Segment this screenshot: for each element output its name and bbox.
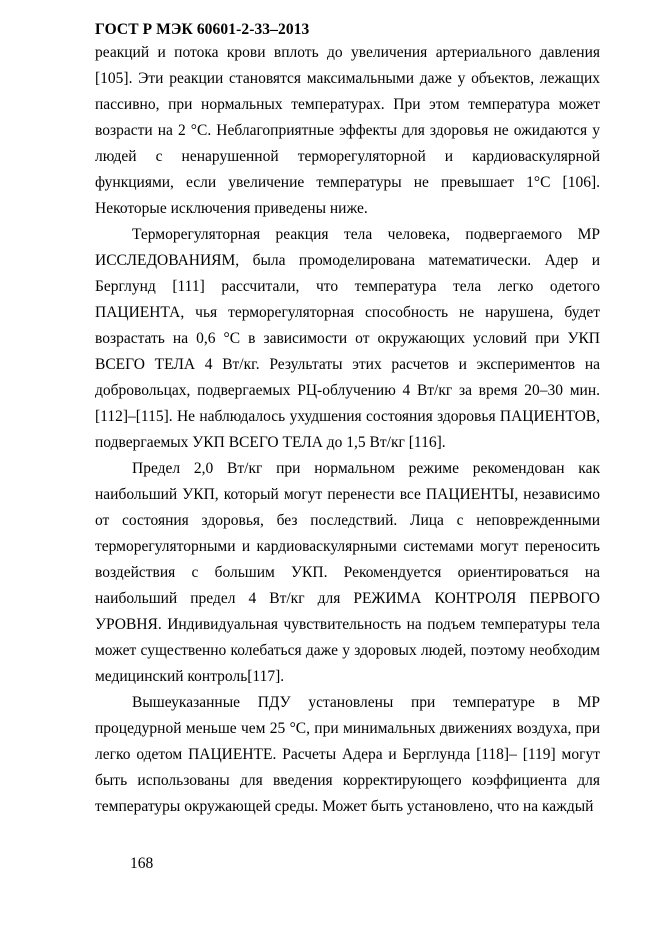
document-body [95, 40, 600, 820]
document-header: ГОСТ Р МЭК 60601-2-33–2013 [95, 21, 310, 38]
page-number: 168 [130, 855, 154, 872]
paragraph-ambient-temperature: Вышеуказанные ПДУ установлены при температуре в МР процедурной меньше чем 25 °C, при минимальных движениях воздуха, при легко одетом ПАЦИЕНТЕ. Расчеты Адера и Берглунда [118]– [119] могут быть использованы для введения корректирующего коэффициента для температуры окружающей среды. Может быть установлено, что на каждый [95, 694, 600, 815]
paragraph-continuation: реакций и потока крови вплоть до увеличения артериального давления [105]. Эти реакции становятся максимальными даже у объектов, лежащих пассивно, при нормальных температурах. При этом температура может возрасти на 2 °C. Неблагоприятные эффекты для здоровья не ожидаются у людей с ненарушенной терморегуляторной и кардиоваскулярной функциями, если увеличение температуры не превышает 1°C [106]. Некоторые исключения приведены ниже. [95, 44, 600, 217]
paragraph-thermoregulation-model: Терморегуляторная реакция тела человека, подвергаемого МР ИССЛЕДОВАНИЯМ, была промоделирована математически. Адер и Берглунд [111] рассчитали, что температура тела легко одетого ПАЦИЕНТА, чья терморегуляторная способность не нарушена, будет возрастать на 0,6 °C в зависимости от окружающих условий при УКП ВСЕГО ТЕЛА 4 Вт/кг. Результаты этих расчетов и экспериментов на добровольцах, подвергаемых РЦ-облучению 4 Вт/кг за время 20–30 мин. [112]–[115]. Не наблюдалось ухудшения состояния здоровья ПАЦИЕНТОВ, подвергаемых УКП ВСЕГО ТЕЛА до 1,5 Вт/кг [116]. [95, 226, 600, 451]
paragraph-sar-limit: Предел 2,0 Вт/кг при нормальном режиме рекомендован как наибольший УКП, который могут перенести все ПАЦИЕНТЫ, независимо от состояния здоровья, без последствий. Лица с неповрежденными терморегуляторными и кардиоваскулярными системами могут переносить воздействия с большим УКП. Рекомендуется ориентироваться на наибольший предел 4 Вт/кг для РЕЖИМА КОНТРОЛЯ ПЕРВОГО УРОВНЯ. Индивидуальная чувствительность на подъем температуры тела может существенно колебаться даже у здоровых людей, поэтому необходим медицинский контроль[117]. [95, 460, 600, 685]
